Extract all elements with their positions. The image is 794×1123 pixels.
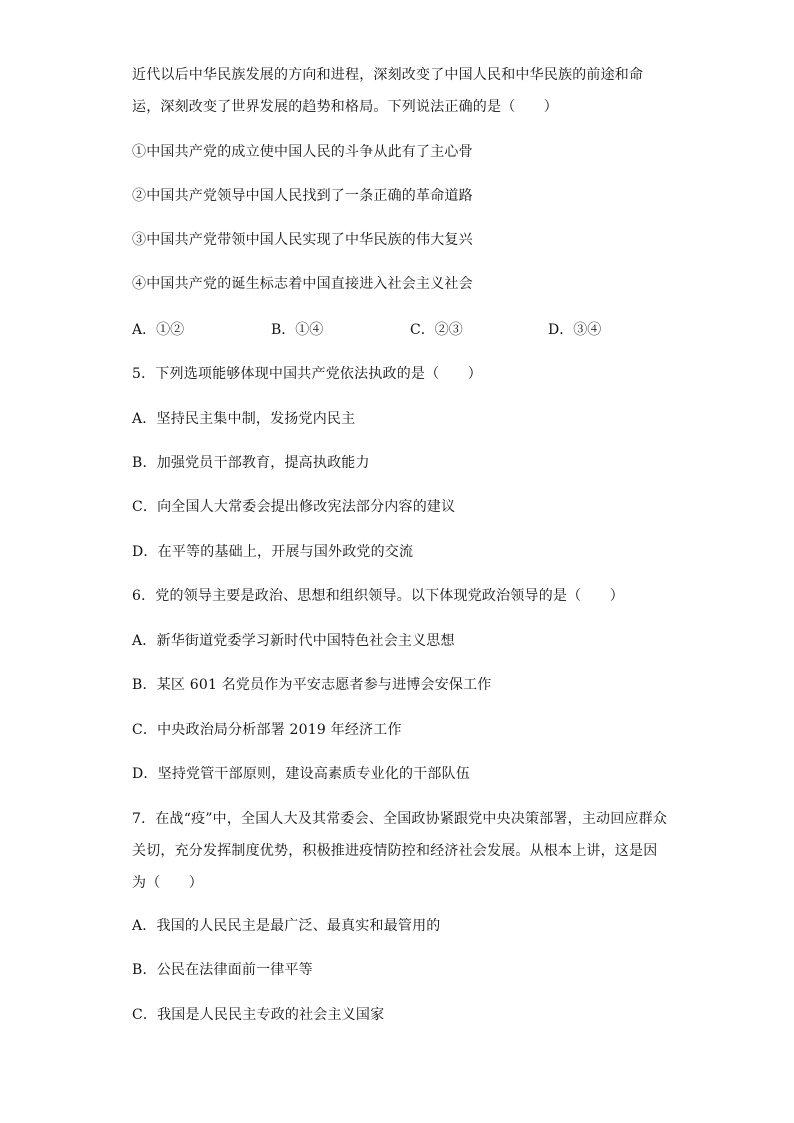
q4-option-c: C．②③ [410,322,463,338]
q5-option-a: A．坚持民主集中制，发扬党内民主 [132,411,356,427]
q7-stem-line-3: 为（ ） [132,875,203,891]
q7-option-c: C．我国是人民民主专政的社会主义国家 [132,1007,385,1023]
q5-option-b: B．加强党员干部教育，提高执政能力 [132,455,370,471]
q4-option-a: A．①② [132,322,185,338]
q4-statement-4: ④中国共产党的诞生标志着中国直接进入社会主义社会 [132,276,473,292]
q4-option-b: B．①④ [271,322,324,338]
q4-statement-2: ②中国共产党领导中国人民找到了一条正确的革命道路 [132,188,473,204]
q6-option-a: A．新华街道党委学习新时代中国特色社会主义思想 [132,633,455,649]
intro-line-1: 近代以后中华民族发展的方向和进程，深刻改变了中国人民和中华民族的前途和命 [132,67,644,83]
q4-options [132,320,652,340]
q7-option-b: B．公民在法律面前一律平等 [132,962,313,978]
q4-statement-1: ①中国共产党的成立使中国人民的斗争从此有了主心骨 [132,144,473,160]
q6-stem: 6．党的领导主要是政治、思想和组织领导。以下体现党政治领导的是（ ） [132,588,624,604]
q4-option-d: D．③④ [548,322,602,338]
q7-option-a: A．我国的人民民主是最广泛、最真实和最管用的 [132,918,441,934]
q7-stem-line-1: 7．在战“疫”中，全国人大及其常委会、全国政协紧跟党中央决策部署，主动回应群众 [132,811,668,827]
q6-option-d: D．坚持党管干部原则，建设高素质专业化的干部队伍 [132,766,471,782]
q6-option-c: C．中央政治局分析部署 2019 年经济工作 [132,722,402,738]
q6-option-b: B．某区 601 名党员作为平安志愿者参与进博会安保工作 [132,677,492,693]
q5-option-d: D．在平等的基础上，开展与国外政党的交流 [132,544,414,560]
q5-stem: 5．下列选项能够体现中国共产党依法执政的是（ ） [132,366,482,382]
intro-line-2: 运，深刻改变了世界发展的趋势和格局。下列说法正确的是（ ） [132,99,558,115]
q7-stem-line-2: 关切，充分发挥制度优势，积极推进疫情防控和经济社会发展。从根本上讲，这是因 [132,843,658,859]
q4-statement-3: ③中国共产党带领中国人民实现了中华民族的伟大复兴 [132,232,473,248]
q5-option-c: C．向全国人大常委会提出修改宪法部分内容的建议 [132,499,456,515]
